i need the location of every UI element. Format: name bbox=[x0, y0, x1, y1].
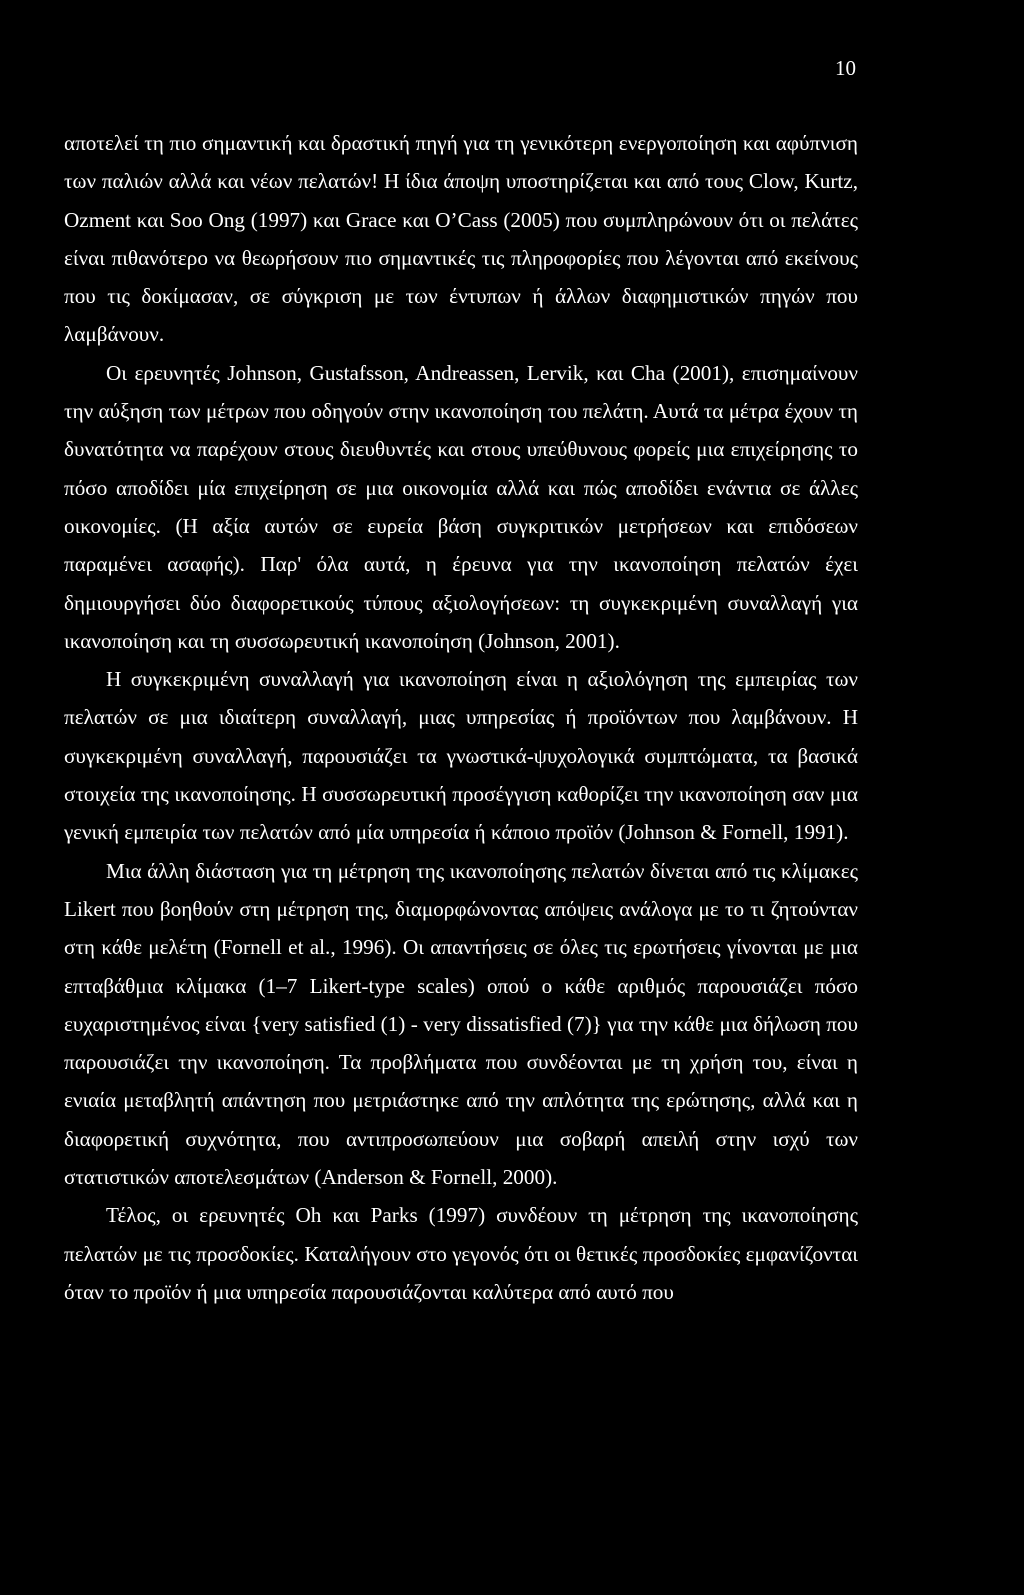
paragraph-oh-parks: Τέλος, οι ερευνητές Oh και Parks (1997) συνδέουν τη μέτρηση της ικανοποίησης πελατών με τις προσδοκίες. Καταλήγουν στο γεγονός ότι οι θετικές προσδοκίες εμφανίζονται όταν το προϊόν ή μια υπηρεσία παρουσιάζονται καλύτερα από αυτό που bbox=[64, 1203, 858, 1304]
paragraph-johnson-et-al: Οι ερευνητές Johnson, Gustafsson, Andreassen, Lervik, και Cha (2001), επισημαίνουν την αύξηση των μέτρων που οδηγούν στην ικανοποίηση του πελάτη. Αυτά τα μέτρα έχουν τη δυνατότητα να παρέχουν στους διευθυντές και στους υπεύθυνους φορείς μια επιχείρησης το πόσο αποδίδει μία επιχείρηση σε μια οικονομία αλλά και πώς αποδίδει ενάντια σε άλλες οικονομίες. (Η αξία αυτών σε ευρεία βάση συγκριτικών μετρήσεων και επιδόσεων παραμένει ασαφής). Παρ' όλα αυτά, η έρευνα για την ικανοποίηση πελατών έχει δημιουργήσει δύο διαφορετικούς τύπους αξιολογήσεων: τη συγκεκριμένη συναλλαγή για ικανοποίηση και τη συσσωρευτική ικανοποίηση (Johnson, 2001). bbox=[64, 360, 858, 653]
body-text bbox=[64, 124, 858, 1311]
paragraph-continuation: αποτελεί τη πιο σημαντική και δραστική πηγή για τη γενικότερη ενεργοποίηση και αφύπνιση των παλιών αλλά και νέων πελατών! Η ίδια άποψη υποστηρίζεται και από τους Clow, Kurtz, Ozment και Soo Ong (1997) και Grace και O’Cass (2005) που συμπληρώνουν ότι οι πελάτες είναι πιθανότερο να θεωρήσουν πιο σημαντικές τις πληροφορίες που λέγονται από εκείνους που τις δοκίμασαν, σε σύγκριση με των έντυπων ή άλλων διαφημιστικών πηγών που λαμβάνουν. bbox=[64, 131, 858, 347]
paragraph-transaction-satisfaction: Η συγκεκριμένη συναλλαγή για ικανοποίηση είναι η αξιολόγηση της εμπειρίας των πελατών σε μια ιδιαίτερη συναλλαγή, μιας υπηρεσίας ή προϊόντων που λαμβάνουν. Η συγκεκριμένη συναλλαγή, παρουσιάζει τα γνωστικά-ψυχολογικά συμπτώματα, τα βασικά στοιχεία της ικανοποίησης. Η συσσωρευτική προσέγγιση καθορίζει την ικανοποίηση σαν μια γενική εμπειρία των πελατών από μία υπηρεσία ή κάποιο προϊόν (Johnson & Fornell, 1991). bbox=[64, 667, 858, 845]
page-number: 10 bbox=[835, 56, 856, 80]
paragraph-likert-scales: Μια άλλη διάσταση για τη μέτρηση της ικανοποίησης πελατών δίνεται από τις κλίμακες Likert που βοηθούν στη μέτρηση της, διαμορφώνοντας απόψεις ανάλογα με το τι ζητούνταν στη κάθε μελέτη (Fornell et al., 1996). Οι απαντήσεις σε όλες τις ερωτήσεις γίνονται με μια επταβάθμια κλίμακα (1–7 Likert-type scales) οπού ο κάθε αριθμός παρουσιάζει πόσο ευχαριστημένος είναι {very satisfied (1) - very dissatisfied (7)} για την κάθε μια δήλωση που παρουσιάζει την ικανοποίηση. Τα προβλήματα που συνδέονται με τη χρήση του, είναι η ενιαία μεταβλητή απάντηση που μετριάστηκε από την απλότητα της ερώτησης, αλλά και η διαφορετική συχνότητα, που αντιπροσωπεύουν μια σοβαρή απειλή στην ισχύ των στατιστικών αποτελεσμάτων (Anderson & Fornell, 2000). bbox=[64, 858, 858, 1190]
